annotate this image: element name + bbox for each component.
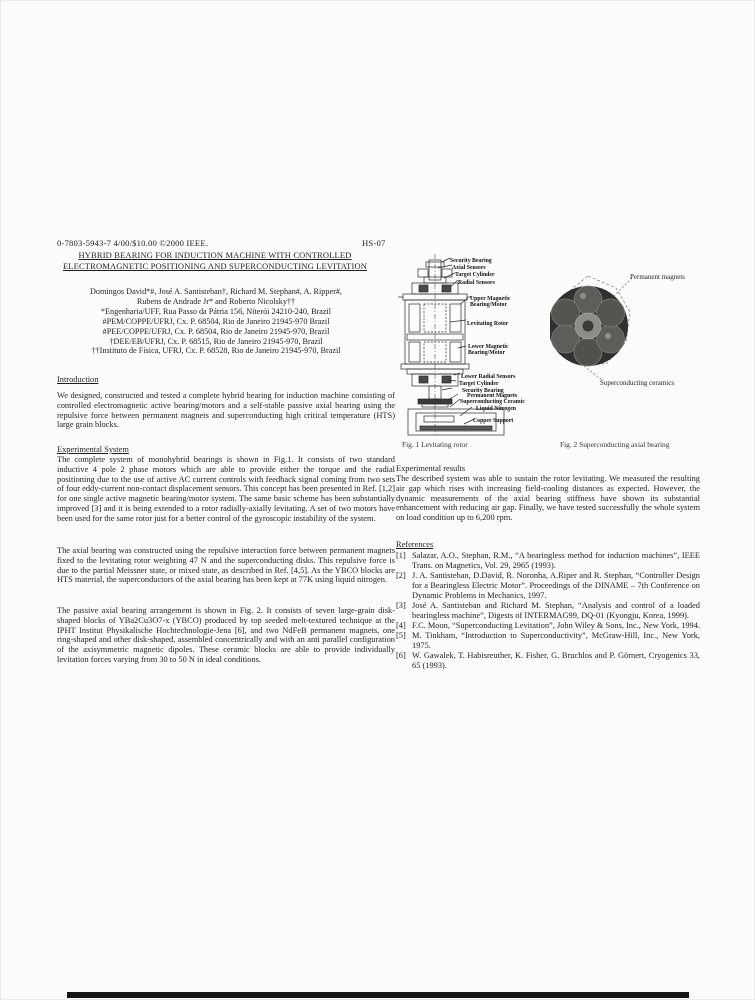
- fig1-label-security-bearing-top: Security Bearing: [450, 258, 492, 264]
- title-line-1: HYBRID BEARING FOR INDUCTION MACHINE WITH CONTROLLED: [78, 250, 352, 260]
- reference-number: [4]: [396, 621, 406, 631]
- paragraph-experimental-system-1: The complete system of monohybrid bearings is shown in Fig.1. It consists of two standard inductive 4 pole 2 phase motors which are able to provide either the torque and the radial positioning due to the use of active AC current controls with feedback signal coming from two sets of four eddy-current non-contact displacement sensors. This concept has been presented in Ref. [1,2] for one single active magnetic bearing/motor system. The same basic scheme has been substantially improved [3] and it is being extended to a rotor radially-axially levitating. A set of two motors have been used for the same rotor just for a better control of the gyroscopic instability of the system.: [57, 455, 395, 523]
- authors-line-2: Rubens de Andrade Jr* and Roberto Nicolsky††: [136, 296, 296, 306]
- references-list: [396, 551, 700, 672]
- reference-text: F.C. Moon, “Superconducting Levitation”, John Wiley & Sons, Inc., New York, 1994.: [412, 621, 700, 631]
- affiliation-line: †DEE/EB/UFRJ, Cx. P. 68515, Rio de Janeiro 21945-970, Brazil: [109, 336, 323, 346]
- fig1-label-levitating-rotor: Levitating Rotor: [467, 321, 509, 327]
- fig1-label-axial-sensors: Axial Sensors: [452, 265, 486, 271]
- reference-text: J. A. Santisteban, D.David, R. Noronha, A.Riper and R. Stephan, “Controller Design for a Bearingless Electric Motor”. Proceedings of the DINAME – 7th Conference on Dynamic Problems in Mechanics, 1997.: [412, 571, 700, 600]
- fig2-label-superconducting-ceramics: Superconducting ceramics: [600, 379, 675, 387]
- fig1-label-security-bearing-bottom: Security Bearing: [462, 388, 504, 394]
- section-heading-experimental-results: Experimental results: [396, 464, 466, 473]
- reference-item: [396, 631, 700, 651]
- affiliation-line: *Engenharia/UFF, Rua Passo da Pátria 156, Niterói 24210-240, Brazil: [100, 306, 332, 316]
- fig1-label-target-cylinder-bottom: Target Cylinder: [459, 381, 499, 387]
- reference-number: [2]: [396, 571, 406, 581]
- fig1-label-radial-sensors: Radial Sensors: [458, 280, 495, 286]
- reference-item: [396, 551, 700, 571]
- reference-item: [396, 651, 700, 671]
- fig1-label-permanent-magnets: Permanent Magnets: [467, 393, 518, 399]
- section-heading-introduction: Introduction: [57, 375, 99, 384]
- paper-code: HS-07: [362, 238, 386, 248]
- reference-number: [3]: [396, 600, 406, 610]
- authors-block: [44, 287, 388, 356]
- reference-item: [396, 621, 700, 631]
- authors-line-1: Domingos David*#, José A. Santisteban†, Richard M. Stephan#, A. Ripper#,: [90, 287, 342, 296]
- section-heading-references: References: [396, 540, 434, 549]
- fig1-label-copper-support: Copper Support: [473, 418, 514, 424]
- fig1-label-target-cylinder-top: Target Cylinder: [455, 272, 495, 278]
- reference-text: W. Gawalek, T. Habisreuther, K. Fisher, G. Bruchlos and P. Görnert, Cryogenics 33, 65 (1993).: [412, 651, 700, 671]
- fig1-label-liquid-nitrogen: Liquid Nitrogen: [476, 406, 516, 412]
- reference-text: José A. Santisteban and Richard M. Stephan, “Analysis and control of a loaded bearingless machine”, Digests of INTERMAG99, DQ-01 (Kyongju, Korea, 1999).: [412, 600, 700, 620]
- title-line-2: ELECTROMAGNETIC POSITIONING AND SUPERCONDUCTING LEVITATION: [62, 260, 368, 271]
- paragraph-experimental-system-2: The axial bearing was constructed using the repulsive interaction force between permanent magnets fixed to the levitating rotor weighting 47 N and the superconducting disks. This repulsive force is due to the partial Meissner state, or mixed state, as described in Ref. [4,5]. As the YBCO blocks are HTS material, the superconductors of the axial bearing has been kept at 77K using liquid nitrogen.: [57, 546, 395, 585]
- scan-artifact-bar: [67, 992, 689, 998]
- paragraph-experimental-results: The described system was able to sustain the rotor levitating. We measured the resulting air gap which rises with increasing field-cooling distances as expected. However, the dynamic measurements of the axial bearing stiffness have shown its substantial enhancement with reducing air gap. Finally, we have tested successfully the whole system on load condition up to 6,200 rpm.: [396, 474, 700, 523]
- section-heading-experimental-system: Experimental System: [57, 445, 129, 454]
- paper-title: [40, 250, 390, 271]
- fig1-label-lower-magnetic-bearing-motor: Lower Magnetic Bearing/Motor: [468, 344, 509, 357]
- paragraph-experimental-system-3: The passive axial bearing arrangement is shown in Fig. 2. It consists of seven large-grain disk-shaped blocks of YBa2Cu3O7-x (YBCO) produced by top seeded melt-textured technique at the IPHT Institut Physikalische Hochtechnologie-Jena [6], and two NdFeB permanent magnets, one ring-shaped and other disk-shaped, assembled concentrically and with an anti parallel configuration of the axisymmetric magnetic dipoles. These ceramic blocks are able to provide individually levitation forces varying from 30 to 50 N in ideal conditions.: [57, 606, 395, 664]
- reference-item: [396, 571, 700, 600]
- fig1-caption: Fig. 1 Levitating rotor: [402, 440, 468, 449]
- copyright-line: 0-7803-5943-7 4/00/$10.00 ©2000 IEEE.: [57, 238, 209, 248]
- figure2-photo: [550, 266, 706, 416]
- reference-item: [396, 601, 700, 621]
- paragraph-introduction: We designed, constructed and tested a complete hybrid bearing for induction machine consisting of controlled electromagnetic active bearing/motors and a self-stable passive axial bearing using the repulsive force between permanent magnets and superconducting high critical temperature (HTS) large grain blocks.: [57, 391, 395, 430]
- reference-number: [5]: [396, 631, 406, 641]
- fig1-label-upper-magnetic-bearing-motor: Upper Magnetic Bearing/Motor: [470, 296, 511, 309]
- affiliation-line: #PEE/COPPE/UFRJ, Cx. P. 68504, Rio de Janeiro 21945-970, Brazil: [102, 326, 330, 336]
- fig2-label-permanent-magnets: Permanent magnets: [630, 273, 686, 281]
- reference-number: [1]: [396, 551, 406, 560]
- fig1-label-lower-radial-sensors: Lower Radial Sensors: [461, 374, 516, 380]
- affiliation-line: ††Instituto de Física, UFRJ, Cx. P. 68528, Rio de Janeiro 21945-970, Brazil: [91, 346, 341, 356]
- reference-number: [6]: [396, 651, 406, 661]
- fig2-caption: Fig. 2 Superconducting axial bearing: [560, 440, 670, 449]
- affiliation-line: #PEM/COPPE/UFRJ, Cx. P. 68504, Rio de Janeiro 21945-970 Brazil: [102, 316, 330, 326]
- reference-text: Salazar, A.O., Stephan, R.M., “A bearingless method for induction machines”, IEEE Trans. on Magnetics, Vol. 29, 2965 (1993).: [412, 551, 700, 570]
- fig1-label-superconducting-ceramic: Superconducting Ceramic: [460, 399, 525, 405]
- reference-text: M. Tinkham, “Introduction to Superconductivity”, McGraw-Hill, Inc., New York, 1975.: [412, 631, 700, 651]
